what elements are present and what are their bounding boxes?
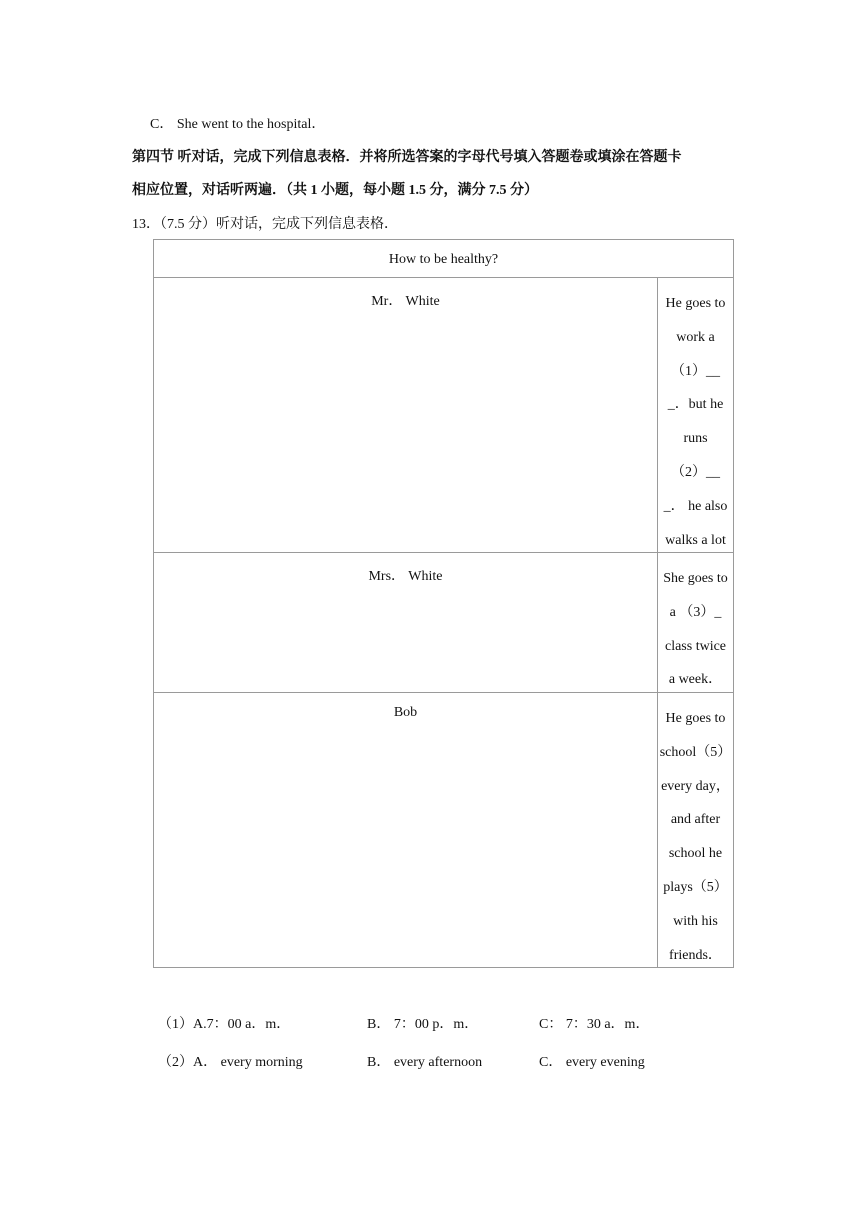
desc-line: class twice (664, 638, 727, 654)
desc-line: school he (668, 846, 723, 862)
desc-line: school（5） (659, 744, 732, 760)
row-desc-cell (657, 277, 734, 553)
desc-line: _． he also (663, 498, 728, 514)
row-name-cell (153, 552, 658, 693)
desc-line: work a (676, 329, 715, 345)
info-table (153, 239, 734, 968)
desc-line: walks a lot (665, 532, 726, 548)
section-instruction-line2: 相应位置，对话听两遍．（共 1 小题，每小题 1.5 分，满分 7.5 分） (132, 183, 538, 198)
desc-line: with his (673, 913, 718, 929)
desc-line: and after (670, 812, 721, 828)
desc-line: He goes to (665, 296, 726, 311)
row-desc-cell (657, 552, 734, 693)
row-name: Mrs． White (368, 569, 443, 584)
desc-line: a week． (668, 672, 723, 688)
answer-1-option-b: B． 7：00 p．m． (367, 1017, 479, 1032)
row-desc (658, 287, 733, 557)
desc-line: _．but he (667, 397, 724, 413)
desc-line: She goes to (663, 571, 728, 586)
row-desc (658, 702, 733, 972)
table-header (153, 239, 734, 278)
row-name-cell (153, 277, 658, 553)
row-name: Bob (393, 705, 418, 720)
desc-line: friends． (669, 947, 722, 963)
answer-1-option-c: C： 7：30 a．m． (539, 1017, 650, 1032)
section-instruction-line1: 第四节 听对话，完成下列信息表格．并将所选答案的字母代号填入答题卷或填涂在答题卡 (132, 150, 682, 165)
table-header-text: How to be healthy? (388, 252, 499, 267)
answer-1-option-a: （1）A.7：00 a．m． (158, 1017, 291, 1032)
answer-2-option-a: （2）A． every morning (158, 1055, 303, 1070)
answer-2-option-c: C． every evening (539, 1055, 645, 1070)
desc-line: （2）__ (671, 464, 720, 480)
row-name: Mr． White (371, 294, 440, 309)
row-desc (658, 562, 733, 697)
answer-2-option-b: B． every afternoon (367, 1055, 483, 1070)
desc-line: runs (683, 431, 708, 447)
desc-line: plays（5） (663, 879, 728, 895)
previous-option-c: C． She went to the hospital． (150, 117, 326, 132)
desc-line: He goes to (665, 711, 726, 726)
row-name-cell (153, 692, 658, 968)
desc-line: a （3）_ (669, 604, 722, 620)
question-title: 13．（7.5 分）听对话，完成下列信息表格． (132, 217, 398, 232)
desc-line: every day， (661, 778, 730, 794)
row-desc-cell (657, 692, 734, 968)
desc-line: （1）__ (671, 363, 720, 379)
